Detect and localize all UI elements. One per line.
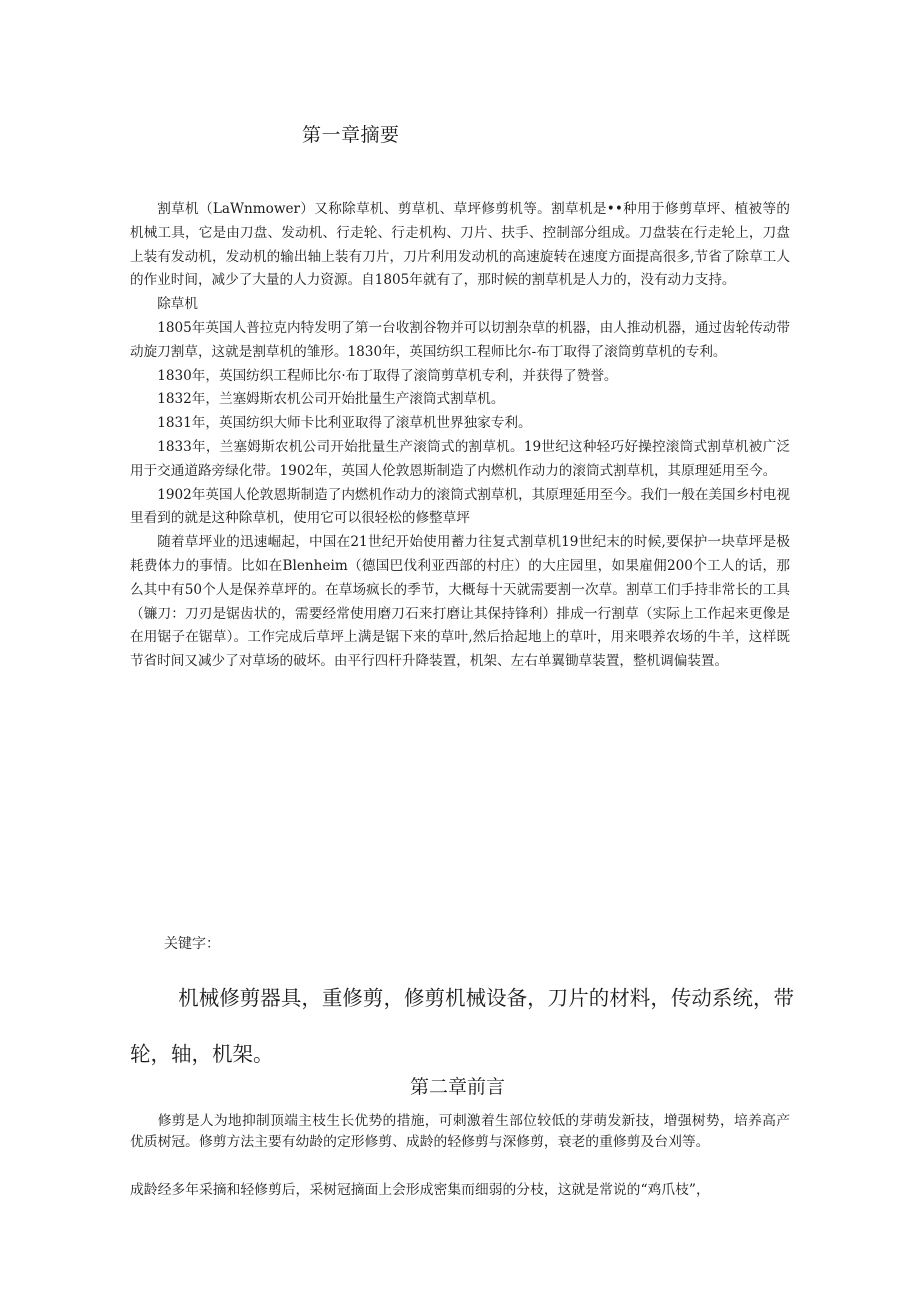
paragraph: 1830年，英国纺织工程师比尔·布丁取得了滚筒剪草机专利，并获得了赞誉。 [157, 367, 618, 384]
chapter1-body [130, 198, 790, 674]
chapter1-title: 第一章摘要 [302, 124, 400, 146]
keywords-label: 关键字： [164, 936, 220, 952]
paragraph: 1832年，兰塞姆斯农机公司开始批量生产滚筒式割草机。 [157, 391, 505, 408]
paragraph: 1805年英国人普拉克内特发明了第一台收割谷物并可以切割杂草的机器，由人推动机器，通过齿轮传动带动旋刀割草，这就是割草机的雏形。1830年，英国纺织工程师比尔-布丁取得了滚筒剪草机的专利。 [130, 319, 790, 360]
chapter2-title: 第二章前言 [410, 1076, 506, 1098]
paragraph: 修剪是人为地抑制顶端主枝生长优势的措施，可刺激着生部位较低的芽萌发新技，增强树势，培养高产优质树冠。修剪方法主要有幼龄的定形修剪、成龄的轻修剪与深修剪，衰老的重修剪及台刈等。 [130, 1113, 790, 1150]
paragraph: 除草机 [157, 296, 198, 313]
chapter2-continuation-line: 成龄经多年采摘和轻修剪后，采树冠摘面上会形成密集而细弱的分枝，这就是常说的“鸡爪枝”， [130, 1182, 710, 1198]
paragraph: 割草机（LaWnmower）又称除草机、剪草机、草坪修剪机等。割草机是••种用于修剪草坪、植被等的机械工具，它是由刀盘、发动机、行走轮、行走机构、刀片、扶手、控制部分组成。刀盘装在行走轮上，刀盘上装有发动机，发动机的输出轴上装有刀片，刀片利用发动机的高速旋转在速度方面提高很多,节省了除草工人的作业时间，减少了大量的人力资源。自1805年就有了，那时候的割草机是人力的，没有动力支持。 [130, 201, 790, 289]
keywords-text: 机械修剪器具，重修剪，修剪机械设备，刀片的材料，传动系统，带轮，轴，机架。 [130, 986, 794, 1066]
paragraph: 随着草坪业的迅速崛起，中国在21世纪开始使用蓄力往复式割草机19世纪末的时候,要保护一块草坪是极耗费体力的事情。比如在Blenheim（德国巴伐利亚西部的村庄）的大庄园里，如果雇佣200个工人的话，那么其中有50个人是保养草坪的。在草场疯长的季节，大概每十天就需要割一次草。割草工们手持非常长的工具（镰刀：刀刃是锯齿状的，需要经常使用磨刀石来打磨让其保持锋利）排成一行割草（实际上工作起来更像是在用锯子在锯草）。工作完成后草坪上满是锯下来的草叶,然后拾起地上的草叶，用来喂养农场的牛羊，这样既节省时间又减少了对草场的破坏。由平行四杆升降装置，机架、左右单翼锄草装置，整机调偏装置。 [130, 534, 790, 670]
paragraph: 1833年，兰塞姆斯农机公司开始批量生产滚筒式的割草机。19世纪这种轻巧好操控滚筒式割草机被广泛用于交通道路旁绿化带。1902年，英国人伦敦恩斯制造了内燃机作动力的滚筒式割草机，其原理延用至今。 [130, 438, 790, 479]
paragraph: 1902年英国人伦敦恩斯制造了内燃机作动力的滚筒式割草机，其原理延用至今。我们一般在美国乡村电视里看到的就是这种除草机，使用它可以很轻松的修整草坪 [130, 486, 790, 527]
chapter2-body [130, 1111, 790, 1153]
paragraph: 1831年，英国纺织大师卡比利亚取得了滚草机世界独家专利。 [157, 415, 532, 432]
